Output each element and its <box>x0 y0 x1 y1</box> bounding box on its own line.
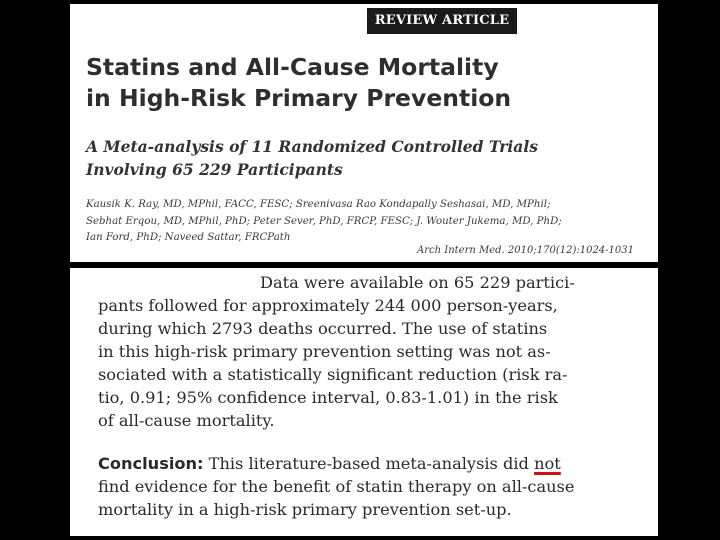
abstract-line: of all-cause mortality. <box>98 411 275 430</box>
abstract-line: sociated with a statistically significant reduction (risk ra- <box>98 365 568 384</box>
conclusion-label: Conclusion: <box>98 454 204 473</box>
title-line-1: Statins and All-Cause Mortality <box>86 53 499 81</box>
article-title <box>86 52 646 114</box>
abstract-line: during which 2793 deaths occurred. The use of statins <box>98 319 548 338</box>
abstract-line: Data were available on 65 229 partici- <box>260 273 575 292</box>
title-line-2: in High-Risk Primary Prevention <box>86 84 512 112</box>
author-list <box>86 197 651 247</box>
emphasized-not: not <box>534 454 561 473</box>
abstract-excerpt-panel <box>70 268 658 536</box>
abstract-line: pants followed for approximately 244 000 person-years, <box>98 296 558 315</box>
subtitle-line-2: Involving 65 229 Participants <box>86 160 343 179</box>
abstract-line: tio, 0.91; 95% confidence interval, 0.83-1.01) in the risk <box>98 388 558 407</box>
subtitle-line-1: A Meta-analysis of 11 Randomized Controlled Trials <box>86 137 538 156</box>
authors-line-3: Ian Ford, PhD; Naveed Sattar, FRCPath <box>86 232 291 243</box>
authors-line-1: Kausik K. Ray, MD, MPhil, FACC, FESC; Sreenivasa Rao Kondapally Seshasai, MD, MPhil; <box>86 199 551 210</box>
conclusion-text: This literature-based meta-analysis did <box>208 454 529 473</box>
abstract-line: in this high-risk primary prevention setting was not as- <box>98 342 551 361</box>
conclusion-line-2: find evidence for the benefit of statin therapy on all-cause <box>98 477 575 496</box>
conclusion-line-3: mortality in a high-risk primary prevention set-up. <box>98 500 512 519</box>
article-subtitle <box>86 135 646 181</box>
conclusion-line-1 <box>98 453 561 475</box>
review-article-badge: REVIEW ARTICLE <box>367 8 517 34</box>
article-header-panel <box>70 4 658 262</box>
authors-line-2: Sebhat Erqou, MD, MPhil, PhD; Peter Sever, PhD, FRCP, FESC; J. Wouter Jukema, MD, PhD; <box>86 215 562 227</box>
journal-citation: Arch Intern Med. 2010;170(12):1024-1031 <box>417 245 634 256</box>
